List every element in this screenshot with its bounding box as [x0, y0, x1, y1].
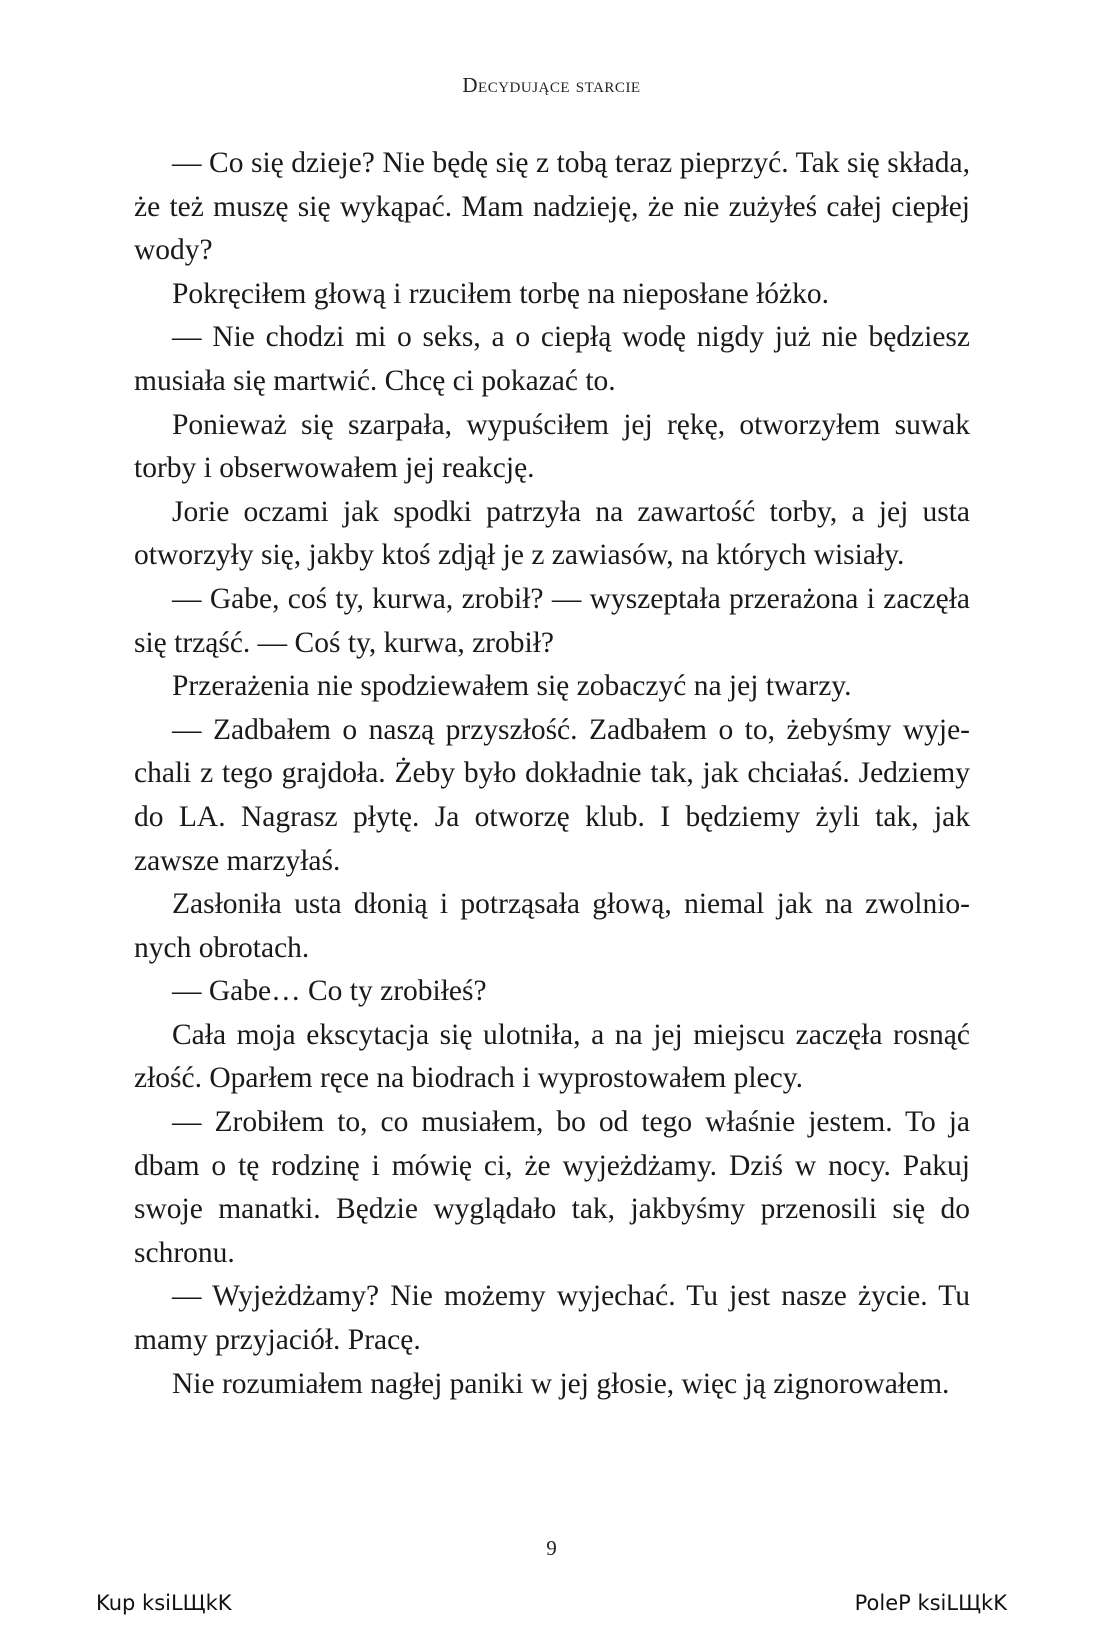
paragraph: Jorie oczami jak spodki patrzyła na zawartość torby, a jej usta otworzyły się, jakby ktoś zdjął je z zawiasów, na których wisiały.	[134, 495, 970, 572]
paragraph: Pokręciłem głową i rzuciłem torbę na nieposłane łóżko.	[172, 277, 829, 310]
paragraph: — Zrobiłem to, co musiałem, bo od tego właśnie jestem. To ja dbam o tę rodzinę i mówię ci, że wyjeżdżamy. Dziś w nocy. Pakuj swoje manatki. Będzie wyglądało tak, jakbyśmy przenosili się do schronu.	[134, 1106, 970, 1269]
paragraph: — Wyjeżdżamy? Nie możemy wyjechać. Tu jest nasze życie. Tu mamy przyjaciół. Pracę.	[134, 1280, 970, 1357]
paragraph: Zasłoniła usta dłonią i potrząsała głową, niemal jak na zwolnionych obrotach.	[134, 888, 970, 964]
paragraph: — Gabe… Co ty zrobiłeś?	[172, 975, 487, 1008]
paragraph: Ponieważ się szarpała, wypuściłem jej rękę, otworzyłem suwak torby i obserwowałem jej reakcję.	[134, 408, 970, 485]
paragraph: Przerażenia nie spodziewałem się zobaczyć na jej twarzy.	[172, 670, 852, 703]
paragraph: — Zadbałem o naszą przyszłość. Zadbałem o to, żebyśmy wyjechali z tego grajdoła. Żeby było dokładnie tak, jak chciałaś. Jedziemy do LA. Nagrasz płytę. Ja otworzę klub. I będziemy żyli tak, jak zawsze marzyłaś.	[134, 713, 970, 877]
paragraph: — Co się dzieje? Nie będę się z tobą teraz pieprzyć. Tak się składa, że też muszę się wykąpać. Mam nadzieję, że nie zużyłeś całej ciepłej wody?	[134, 147, 970, 267]
paragraph: — Gabe, coś ty, kurwa, zrobił? — wyszeptała przerażona i zaczęła się trząść. — Coś ty, kurwa, zrobił?	[134, 582, 970, 659]
page-number: 9	[546, 1536, 557, 1560]
buy-book-link[interactable]: Kup ksiLЩkK	[96, 1591, 232, 1615]
chapter-body	[134, 142, 970, 1406]
running-title: Decydujące starcie	[462, 73, 641, 97]
paragraph: — Nie chodzi mi o seks, a o ciepłą wodę nigdy już nie będziesz musiała się martwić. Chcę ci pokazać to.	[134, 321, 970, 397]
paragraph: Nie rozumiałem nagłej paniki w jej głosie, więc ją zignorowałem.	[172, 1367, 950, 1400]
paragraph: Cała moja ekscytacja się ulotniła, a na jej miejscu zaczęła rosnąć złość. Oparłem ręce na biodrach i wyprostowałem plecy.	[134, 1018, 970, 1095]
recommend-book-link[interactable]: PoleP ksiLЩkK	[854, 1591, 1007, 1615]
